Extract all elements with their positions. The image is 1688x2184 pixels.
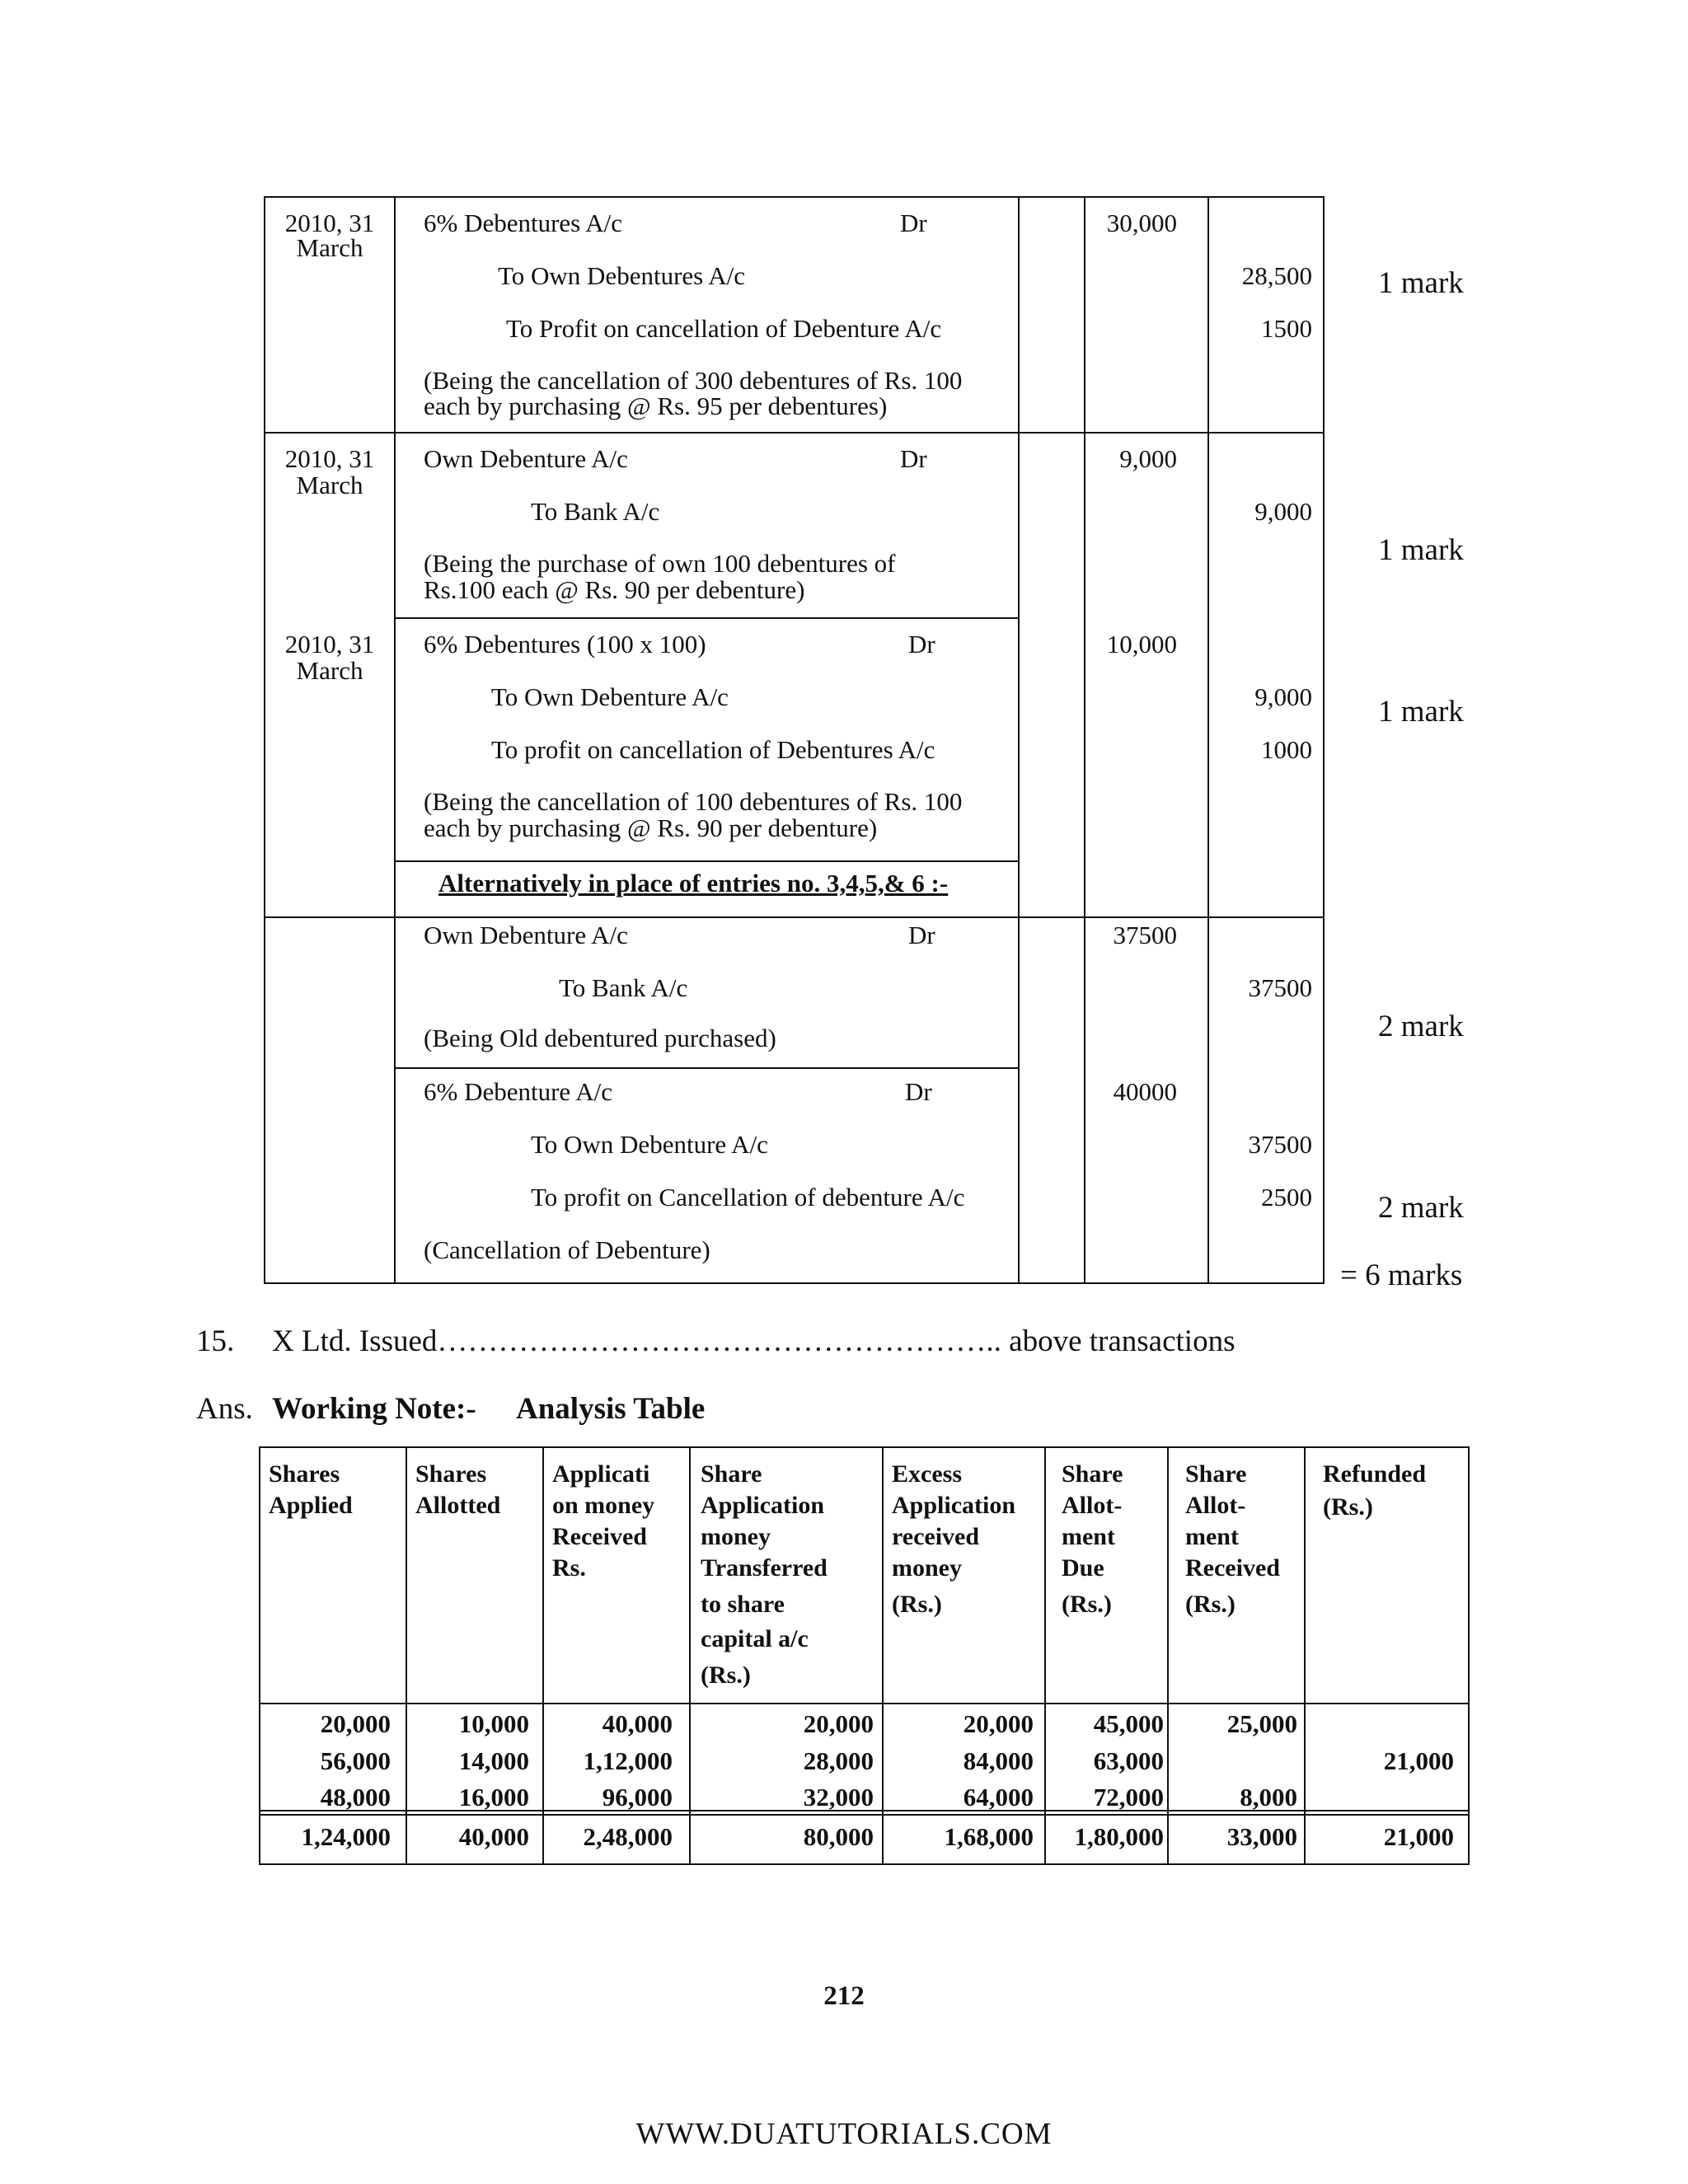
entry-month: March [296,471,363,499]
narration: (Cancellation of Debenture) [424,1235,710,1264]
credit-amount: 2500 [1261,1183,1312,1212]
mark-label: 2 mark [1378,1010,1464,1043]
dr-marker: Dr [908,630,935,658]
dr-marker: Dr [905,1077,932,1106]
credit-amount: 37500 [1248,973,1312,1002]
mark-label: 1 mark [1378,266,1464,300]
total-marks: = 6 marks [1340,1258,1463,1292]
entry-date: 2010, 31 [284,444,375,473]
credit-account: To Own Debenture A/c [491,682,729,711]
entry-date: 2010, 31 [284,630,375,658]
question-text: X Ltd. Issued……………………………………………….. above transactions [272,1324,1236,1358]
credit-account: To Own Debentures A/c [498,261,746,290]
entry-month: March [296,233,363,262]
analysis-table-title: Analysis Table [516,1392,706,1426]
credit-account: To Profit on cancellation of Debenture A/c [506,314,942,343]
debit-account: Own Debenture A/c [424,444,628,473]
debit-amount: 30,000 [1106,209,1177,237]
narration: each by purchasing @ Rs. 95 per debentures) [424,391,888,420]
credit-account: To Bank A/c [531,497,660,526]
header-refunded: Refunded (Rs.) [1323,1460,1427,1521]
alternative-note: Alternatively in place of entries no. 3,4,5,& 6 :- [438,869,949,898]
credit-amount: 28,500 [1241,261,1312,290]
narration: (Being Old debentured purchased) [424,1024,776,1052]
dr-marker: Dr [900,444,927,473]
working-note-heading: Working Note:- [272,1392,476,1426]
mark-label: 1 mark [1378,695,1464,729]
credit-amount: 1500 [1261,314,1312,343]
debit-account: 6% Debentures (100 x 100) [424,630,706,658]
header-application-money: Applicati on money Received Rs. [552,1460,655,1582]
narration: (Being the cancellation of 300 debentures of Rs. 100 [424,366,963,395]
header-allotment-due: Share Allot- ment Due (Rs.) [1062,1460,1123,1618]
credit-amount: 9,000 [1254,682,1312,711]
footer-website: WWW.DUATUTORIALS.COM [635,2117,1053,2151]
debit-amount: 9,000 [1119,444,1177,473]
header-shares-applied: Shares Applied [269,1460,353,1519]
narration: Rs.100 each @ Rs. 90 per debenture) [424,575,805,604]
answer-label: Ans. [196,1392,253,1426]
credit-amount: 37500 [1248,1130,1312,1159]
debit-account: Own Debenture A/c [424,921,628,949]
debit-amount: 10,000 [1106,630,1177,658]
header-excess-application: Excess Application received money (Rs.) [892,1460,1016,1618]
narration: (Being the cancellation of 100 debentures of Rs. 100 [424,787,963,816]
header-shares-allotted: Shares Allotted [415,1460,501,1519]
question-number: 15. [196,1324,235,1358]
entry-date: 2010, 31 [284,209,375,237]
entry-month: March [296,656,363,685]
header-allotment-received: Share Allot- ment Received (Rs.) [1185,1460,1280,1618]
credit-amount: 9,000 [1254,497,1312,526]
mark-label: 1 mark [1378,533,1464,567]
debit-amount: 40000 [1113,1077,1177,1106]
debit-account: 6% Debentures A/c [424,209,623,237]
dr-marker: Dr [908,921,935,949]
credit-amount: 1000 [1261,735,1312,764]
header-transferred-to-capital: Share Application money Transferred to share capital a/c (Rs.) [701,1460,828,1689]
mark-label: 2 mark [1378,1191,1464,1225]
narration: each by purchasing @ Rs. 90 per debenture) [424,813,878,842]
page-number: 212 [823,1981,865,2011]
credit-account: To profit on cancellation of Debentures A/c [491,735,935,764]
dr-marker: Dr [900,209,927,237]
credit-account: To Bank A/c [559,973,688,1002]
narration: (Being the purchase of own 100 debentures of [424,549,896,578]
credit-account: To Own Debenture A/c [531,1130,768,1159]
credit-account: To profit on Cancellation of debenture A/c [531,1183,965,1212]
debit-amount: 37500 [1113,921,1177,949]
debit-account: 6% Debenture A/c [424,1077,612,1106]
